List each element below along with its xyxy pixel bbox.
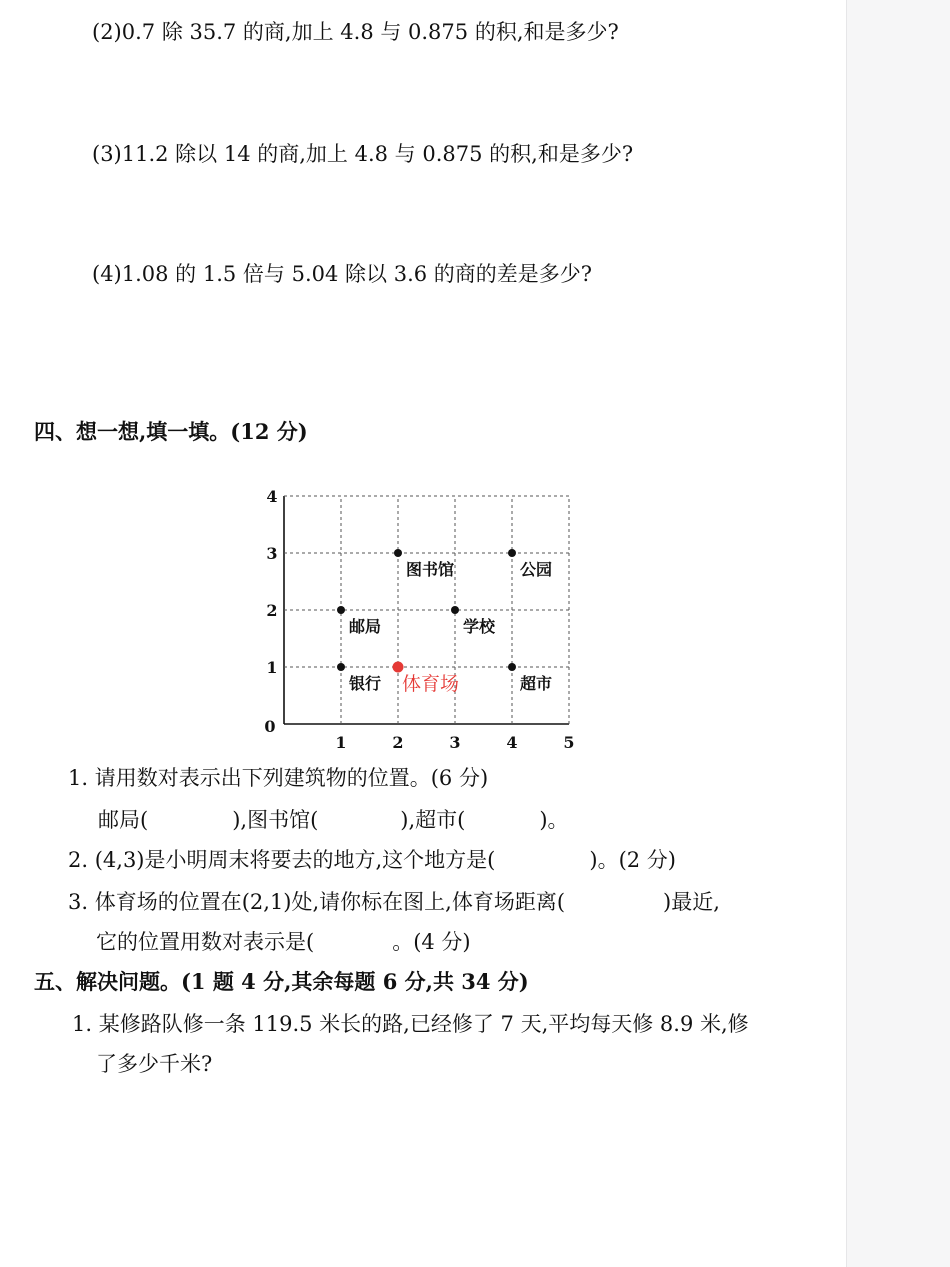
question-3: (3)11.2 除以 14 的商,加上 4.8 与 0.875 的积,和是多少? <box>92 142 634 166</box>
s4-question-3 <box>68 888 720 916</box>
grid-point-label: 图书馆 <box>406 560 455 579</box>
grid-point <box>394 549 402 557</box>
y-tick-label: 4 <box>266 487 278 506</box>
origin-label: 0 <box>264 717 276 736</box>
q3-text: 3. 体育场的位置在(2,1)处,请你标在图上,体育场距离( <box>68 890 566 914</box>
grid-point-label: 邮局 <box>349 617 382 636</box>
grid-point <box>337 606 345 614</box>
x-tick-label: 4 <box>506 733 518 752</box>
grid-point-label: 学校 <box>463 617 496 636</box>
x-tick-label: 1 <box>335 733 347 752</box>
grid-point-label: 超市 <box>520 674 553 693</box>
grid-point <box>337 663 345 671</box>
s4-question-3-line2 <box>96 928 471 956</box>
q3-text-end: )最近, <box>663 890 720 914</box>
q2-points: )。(2 分) <box>589 848 676 872</box>
supermarket-label: ),超市( <box>400 808 466 832</box>
grid-points <box>337 549 552 695</box>
s5-question-1-line2: 了多少千米? <box>96 1052 213 1076</box>
x-tick-label: 2 <box>392 733 404 752</box>
grid-point-label: 银行 <box>349 674 382 693</box>
question-2: (2)0.7 除 35.7 的商,加上 4.8 与 0.875 的积,和是多少? <box>92 20 619 44</box>
grid-point <box>508 549 516 557</box>
y-tick-label: 3 <box>266 544 278 563</box>
q3-line2-text: 它的位置用数对表示是( <box>96 930 315 954</box>
s4-question-2 <box>68 846 676 874</box>
grid-ticks <box>264 487 574 752</box>
y-tick-label: 2 <box>266 601 278 620</box>
grid-point <box>451 606 459 614</box>
x-tick-label: 5 <box>563 733 575 752</box>
post-office-label: 邮局( <box>98 808 149 832</box>
page-margin <box>846 0 950 1267</box>
s5-question-1-line1: 1. 某修路队修一条 119.5 米长的路,已经修了 7 天,平均每天修 8.9 米,修 <box>72 1012 749 1036</box>
s4-question-1-answers <box>98 806 569 834</box>
question-4: (4)1.08 的 1.5 倍与 5.04 除以 3.6 的商的差是多少? <box>92 262 593 286</box>
q2-text: 2. (4,3)是小明周末将要去的地方,这个地方是( <box>68 848 496 872</box>
section-4-heading: 四、想一想,填一填。(12 分) <box>34 419 308 444</box>
stadium-marker <box>393 662 404 673</box>
grid-point-label: 公园 <box>520 560 553 579</box>
y-tick-label: 1 <box>266 658 278 677</box>
s4-question-1: 1. 请用数对表示出下列建筑物的位置。(6 分) <box>68 766 489 790</box>
q3-points: 。(4 分) <box>392 930 471 954</box>
library-label: ),图书馆( <box>232 808 319 832</box>
coordinate-grid <box>258 486 588 758</box>
grid-point <box>508 663 516 671</box>
x-tick-label: 3 <box>449 733 461 752</box>
stadium-label: 体育场 <box>402 673 460 695</box>
supermarket-close: )。 <box>539 808 569 832</box>
section-5-heading: 五、解决问题。(1 题 4 分,其余每题 6 分,共 34 分) <box>34 969 529 994</box>
